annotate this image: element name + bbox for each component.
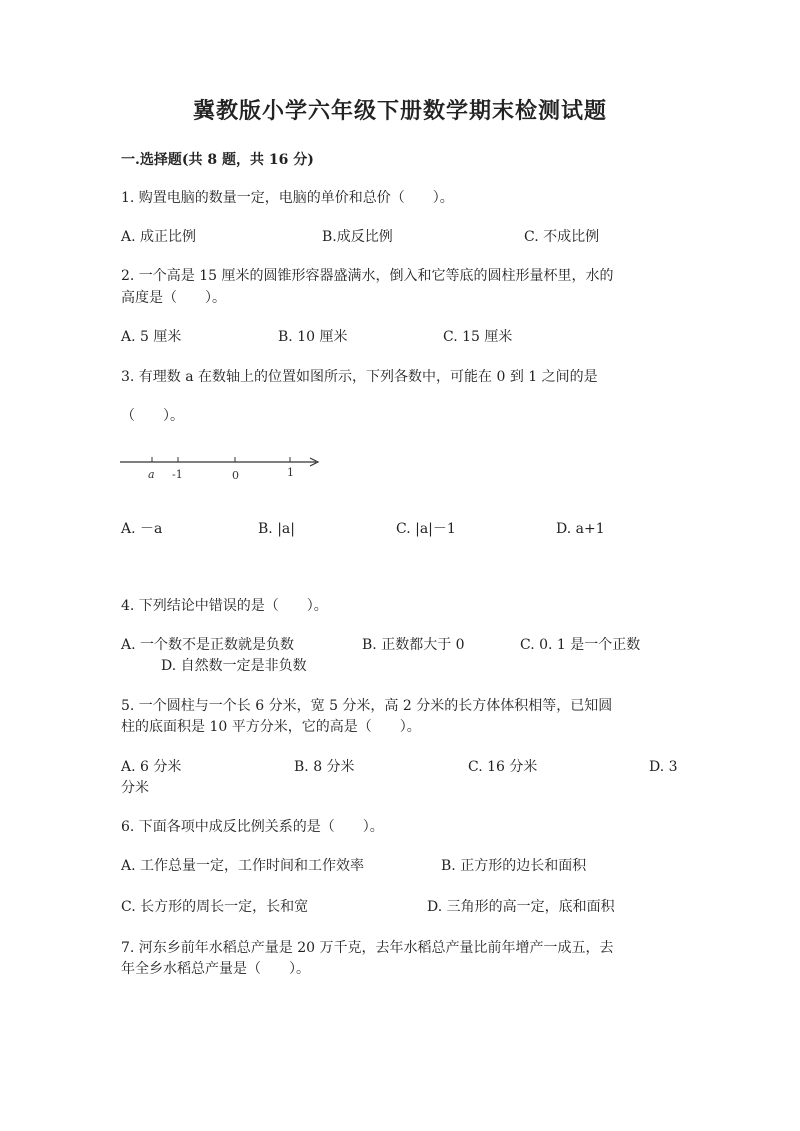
question-4-option-d: D. 自然数一定是非负数 [161, 658, 307, 674]
question-2-option-a: A. 5 厘米 [121, 329, 182, 345]
question-6-stem: 6. 下面各项中成反比例关系的是（ ）。 [121, 819, 384, 835]
question-3-option-a: A. －a [121, 521, 163, 537]
question-4-option-a: A. 一个数不是正数就是负数 [121, 637, 295, 653]
question-2-option-b: B. 10 厘米 [278, 329, 348, 345]
question-2-option-c: C. 15 厘米 [443, 329, 513, 345]
question-1-option-c: C. 不成比例 [524, 229, 600, 245]
number-line-label-minus-1: -1 [172, 468, 183, 481]
number-line-label-1: 1 [287, 466, 294, 479]
question-1-option-a: A. 成正比例 [121, 229, 197, 245]
question-5-option-c: C. 16 分米 [468, 759, 538, 775]
page-title: 冀教版小学六年级下册数学期末检测试题 [192, 98, 607, 124]
question-5-stem-line-2: 柱的底面积是 10 平方分米，它的高是（ ）。 [121, 719, 421, 735]
question-6-option-c: C. 长方形的周长一定，长和宽 [121, 899, 309, 915]
number-line-label-a: a [148, 468, 155, 481]
question-1-stem: 1. 购置电脑的数量一定，电脑的单价和总价（ ）。 [121, 190, 454, 206]
question-2-stem-line-1: 2. 一个高是 15 厘米的圆锥形容器盛满水，倒入和它等底的圆柱形量杯里，水的 [121, 268, 614, 284]
question-5-option-b: B. 8 分米 [294, 759, 355, 775]
question-7-stem-line-2: 年全乡水稻总产量是（ ）。 [121, 961, 310, 977]
question-3-stem-line-2: （ ）。 [121, 408, 184, 424]
question-7-stem-line-1: 7. 河东乡前年水稻总产量是 20 万千克，去年水稻总产量比前年增产一成五，去 [121, 940, 614, 956]
question-2-stem-line-2: 高度是（ ）。 [121, 290, 226, 306]
question-5-option-a: A. 6 分米 [121, 759, 182, 775]
question-6-option-a: A. 工作总量一定，工作时间和工作效率 [121, 858, 365, 874]
question-5-option-d-wrap: 分米 [121, 780, 149, 796]
question-1-option-b: B.成反比例 [322, 229, 393, 245]
question-3-option-b: B. |a| [258, 521, 295, 537]
number-line-figure [118, 452, 328, 486]
question-6-option-d: D. 三角形的高一定，底和面积 [427, 899, 615, 915]
question-5-option-d: D. 3 [649, 759, 678, 775]
section-heading: 一.选择题(共 8 题，共 16 分) [121, 152, 314, 168]
question-4-stem: 4. 下列结论中错误的是（ ）。 [121, 598, 328, 614]
question-4-option-c: C. 0. 1 是一个正数 [520, 637, 641, 653]
question-5-stem-line-1: 5. 一个圆柱与一个长 6 分米，宽 5 分米，高 2 分米的长方体体积相等，已知圆 [121, 698, 613, 714]
question-3-stem-line-1: 3. 有理数 a 在数轴上的位置如图所示，下列各数中，可能在 0 到 1 之间的是 [121, 369, 598, 385]
question-6-option-b: B. 正方形的边长和面积 [441, 858, 587, 874]
question-3-option-c: C. |a|－1 [396, 521, 456, 537]
question-3-option-d: D. a+1 [556, 521, 605, 537]
number-line-label-0: 0 [232, 469, 239, 482]
question-4-option-b: B. 正数都大于 0 [362, 637, 465, 653]
